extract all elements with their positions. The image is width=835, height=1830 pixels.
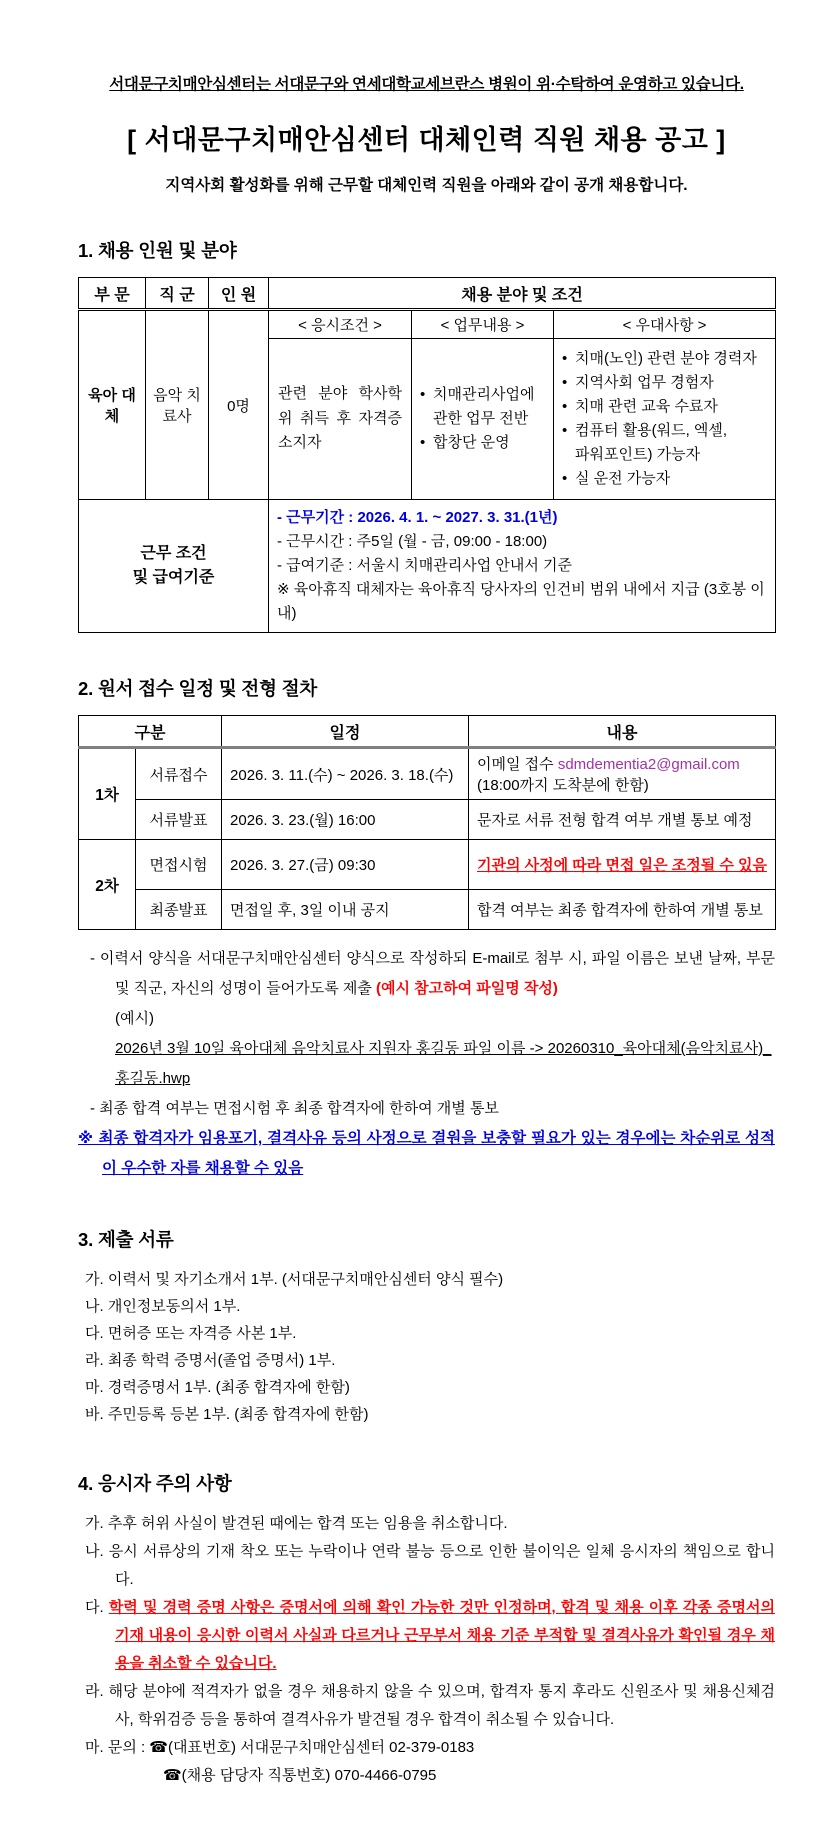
section2-heading: 2. 원서 접수 일정 및 전형 절차: [78, 678, 318, 699]
list-item: 라. 최종 학력 증명서(졸업 증명서) 1부.: [85, 1352, 336, 1369]
contact-line-direct: ☎(채용 담당자 직통번호) 070-4466-0795: [163, 1767, 437, 1784]
caution-item: 나. 응시 서류상의 기재 착오 또는 누락이나 연락 불능 등으로 인한 불이익은 일체 응시자의 책임으로 합니다.: [85, 1543, 775, 1588]
email-deadline-note: (18:00까지 도착분에 한함): [477, 777, 649, 794]
section3-heading: 3. 제출 서류: [78, 1229, 174, 1250]
cell-step-schedule: 2026. 3. 11.(수) ~ 2026. 3. 18.(수): [222, 748, 469, 800]
caution-item: 가. 추후 허위 사실이 발견된 때에는 합격 또는 임용을 취소합니다.: [85, 1515, 508, 1532]
table-row: [79, 748, 776, 800]
col-header-division: 부 문: [79, 278, 146, 310]
cell-headcount: 0명: [209, 310, 269, 500]
subcol-conditions: < 응시조건 >: [269, 310, 412, 339]
col-header-headcount: 인 원: [209, 278, 269, 310]
cell-step-name: 최종발표: [136, 890, 222, 930]
cell-work-conditions-label: [79, 500, 269, 633]
section1-heading: 1. 채용 인원 및 분야: [78, 240, 237, 261]
cell-step-content: 문자로 서류 전형 합격 여부 개별 통보 예정: [469, 800, 776, 840]
cell-step-schedule: 면접일 후, 3일 이내 공지: [222, 890, 469, 930]
cell-round1: 1차: [79, 748, 136, 840]
cell-step-content: [469, 840, 776, 890]
table-row: [79, 890, 776, 930]
cell-jobgroup: 음악 치료사: [146, 310, 209, 500]
cell-round2: 2차: [79, 840, 136, 930]
work-pay: - 급여기준 : 서울시 치매관리사업 안내서 기준: [277, 557, 572, 574]
verification-warning: 학력 및 경력 증명 사항은 증명서에 의해 확인 가능한 것만 인정하며, 합격 및 채용 이후 각종 증명서의 기재 내용이 응시한 이력서 사실과 다르거나 근무부서 채용 기준 부적합 및 결격사유가 확인될 경우 채용을 취소할 수 있습니다.: [108, 1599, 775, 1672]
subcol-duties: < 업무내용 >: [412, 310, 554, 339]
page-title: [ 서대문구치매안심센터 대체인력 직원 채용 공고 ]: [127, 125, 726, 155]
section4-heading: 4. 응시자 주의 사항: [78, 1473, 232, 1494]
work-hours: - 근무시간 : 주5일 (월 - 금, 09:00 - 18:00): [277, 533, 548, 550]
subcol-preferences: < 우대사항 >: [554, 310, 776, 339]
table-row: [79, 800, 776, 840]
schedule-table: [78, 715, 776, 930]
cell-step-schedule: 2026. 3. 23.(월) 16:00: [222, 800, 469, 840]
email-label: 이메일 접수: [477, 756, 558, 773]
work-period: - 근무기간 : 2026. 4. 1. ~ 2027. 3. 31.(1년): [277, 509, 558, 526]
application-notes: [78, 944, 775, 1184]
submission-documents-list: [78, 1266, 775, 1428]
resume-format-note: [78, 944, 775, 1004]
caution-item: [85, 1594, 775, 1678]
list-item: 나. 개인정보동의서 1부.: [85, 1298, 241, 1315]
cell-division: 육아 대체: [79, 310, 146, 500]
preference-item: • 치매 관련 교육 수료자: [558, 395, 771, 419]
duty-item: • 치매관리사업에 관한 업무 전반: [416, 383, 549, 431]
cell-duties: [412, 339, 554, 500]
preference-item: • 치매(노인) 관련 분야 경력자: [558, 347, 771, 371]
cell-step-name: 서류접수: [136, 748, 222, 800]
interview-change-warning: 기관의 사정에 따라 면접 일은 조정될 수 있음: [477, 857, 768, 874]
example-label: (예시): [115, 1010, 154, 1027]
filename-warning: (예시 참고하여 파일명 작성): [376, 980, 558, 997]
list-item: 가. 이력서 및 자기소개서 1부. (서대문구치매안심센터 양식 필수): [85, 1271, 504, 1288]
work-label-line1: 근무 조건: [140, 545, 207, 562]
cell-step-content: [469, 748, 776, 800]
vacancy-replacement-note: ※ 최종 합격자가 임용포기, 결격사유 등의 사정으로 결원을 보충할 필요가 있는 경우에는 차순위로 성적이 우수한 자를 채용할 수 있음: [78, 1130, 775, 1177]
preference-item: • 지역사회 업무 경험자: [558, 371, 771, 395]
cell-step-schedule: 2026. 3. 27.(금) 09:30: [222, 840, 469, 890]
applicant-cautions-list: [78, 1510, 775, 1790]
list-item: 마. 경력증명서 1부. (최종 합격자에 한함): [85, 1379, 350, 1396]
filename-example: 2026년 3월 10일 육아대체 음악치료사 지원자 홍길동 파일 이름 -> 20260310_육아대체(음악치료사)_홍길동.hwp: [115, 1040, 772, 1087]
list-item: 다. 면허증 또는 자격증 사본 1부.: [85, 1325, 297, 1342]
contact-line-main: 마. 문의 : ☎(대표번호) 서대문구치매안심센터 02-379-0183: [85, 1739, 475, 1756]
work-note: ※ 육아휴직 대체자는 육아휴직 당사자의 인건비 범위 내에서 지급 (3호봉 이내): [277, 581, 765, 622]
col-header-jobgroup: 직 군: [146, 278, 209, 310]
work-label-line2: 및 급여기준: [132, 569, 215, 586]
table-row: [79, 840, 776, 890]
cell-step-name: 면접시험: [136, 840, 222, 890]
recruitment-table: [78, 277, 776, 633]
cell-preferences: [554, 339, 776, 500]
final-result-note: - 최종 합격 여부는 면접시험 후 최종 합격자에 한하여 개별 통보: [90, 1100, 499, 1117]
col-header-area: 채용 분야 및 조건: [269, 278, 776, 310]
col-header-category: 구분: [79, 716, 222, 748]
duty-item: • 합창단 운영: [416, 431, 549, 455]
caution-item-label: 다.: [85, 1599, 109, 1616]
cell-step-content: 합격 여부는 최종 합격자에 한하여 개별 통보: [469, 890, 776, 930]
cell-work-conditions: [269, 500, 776, 633]
preference-item: • 실 운전 가능자: [558, 467, 771, 491]
operator-notice: 서대문구치매안심센터는 서대문구와 연세대학교세브란스 병원이 위·수탁하여 운영하고 있습니다.: [109, 76, 744, 93]
list-item: 바. 주민등록 등본 1부. (최종 합격자에 한함): [85, 1406, 369, 1423]
col-header-content: 내용: [469, 716, 776, 748]
page-subtitle: 지역사회 활성화를 위해 근무할 대체인력 직원을 아래와 같이 공개 채용합니다.: [165, 177, 688, 194]
col-header-schedule: 일정: [222, 716, 469, 748]
resume-format-note-text: - 이력서 양식을 서대문구치매안심센터 양식으로 작성하되 E-mail로 첨부 시, 파일 이름은 보낸 날짜, 부문 및 직군, 자신의 성명이 들어가도록 제출: [90, 950, 775, 997]
cell-step-name: 서류발표: [136, 800, 222, 840]
cell-conditions: 관련 분야 학사학위 취득 후 자격증 소지자: [269, 339, 412, 500]
email-address-link[interactable]: sdmdementia2@gmail.com: [557, 756, 740, 773]
caution-item: 라. 해당 분야에 적격자가 없을 경우 채용하지 않을 수 있으며, 합격자 통지 후라도 신원조사 및 채용신체검사, 학위검증 등을 통하여 결격사유가 발견될 경우 합격이 취소될 수 있습니다.: [85, 1683, 775, 1728]
preference-item: • 컴퓨터 활용(워드, 엑셀, 파워포인트) 가능자: [558, 419, 771, 467]
